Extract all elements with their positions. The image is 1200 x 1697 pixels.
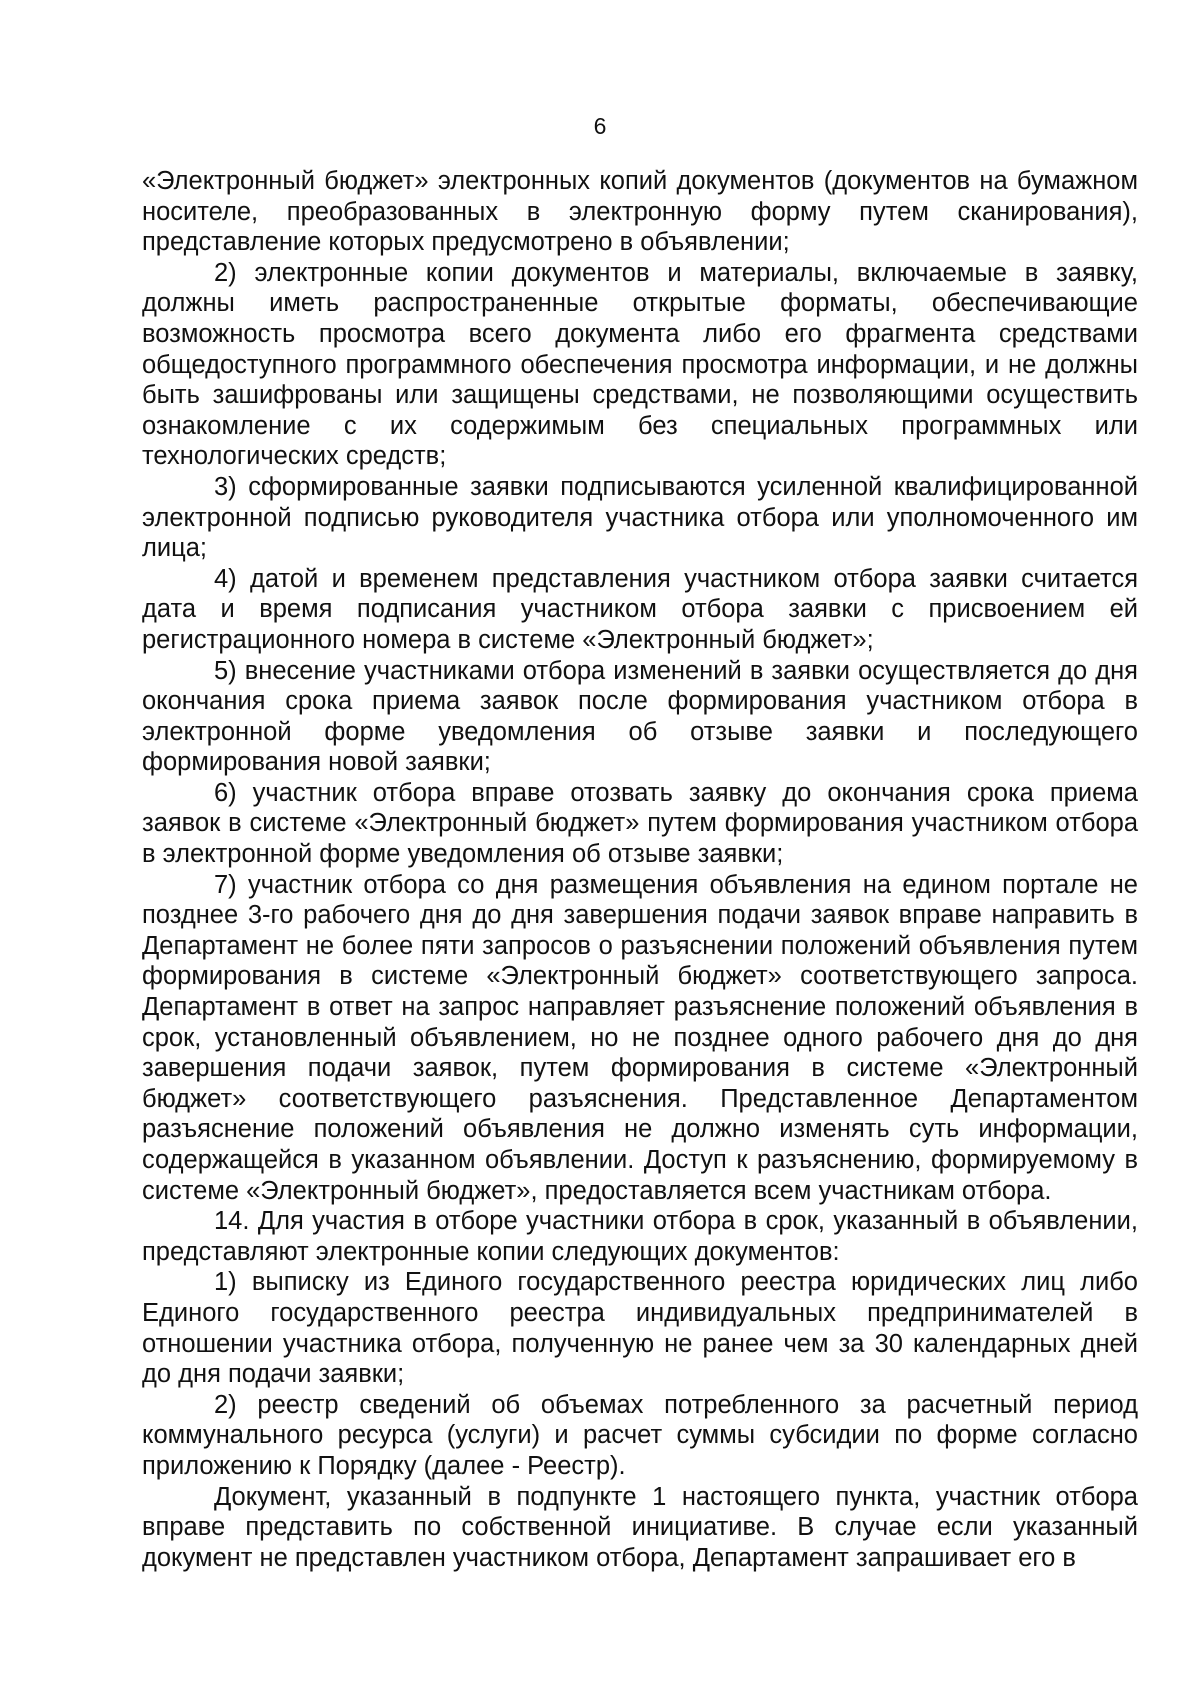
paragraph-section-14: 14. Для участия в отборе участники отбора в срок, указанный в объявлении, представляют электронные копии следующих документов: [142, 1207, 1138, 1266]
paragraph-item-6: 6) участник отбора вправе отозвать заявку до окончания срока приема заявок в системе «Электронный бюджет» путем формирования участником отбора в электронной форме уведомления об отзыве заявки; [142, 778, 1138, 869]
paragraph-item-7: 7) участник отбора со дня размещения объявления на едином портале не позднее 3-го рабочего дня до дня завершения подачи заявок вправе направить в Департамент не более пяти запросов о разъяснении положений объявления путем формирования в системе «Электронный бюджет» соответствующего запроса. Департамент в ответ на запрос направляет разъяснение положений объявления в срок, установленный объявлением, но не позднее одного рабочего дня до дня завершения подачи заявок, путем формирования в системе «Электронный бюджет» соответствующего разъяснения. Представленное Департаментом разъяснение положений объявления не должно изменять суть информации, содержащейся в указанном объявлении. Доступ к разъяснению, формируемому в системе «Электронный бюджет», предоставляется всем участникам отбора. [142, 870, 1138, 1205]
paragraph-subitem-1: 1) выписку из Единого государственного реестра юридических лиц либо Единого государственного реестра индивидуальных предпринимателей в отношении участника отбора, полученную не ранее чем за 30 календарных дней до дня подачи заявки; [142, 1268, 1138, 1389]
document-body [142, 166, 1138, 1573]
paragraph-item-4: 4) датой и временем представления участником отбора заявки считается дата и время подписания участником отбора заявки с присвоением ей регистрационного номера в системе «Электронный бюджет»; [142, 564, 1138, 654]
paragraph-item-2: 2) электронные копии документов и материалы, включаемые в заявку, должны иметь распространенные открытые форматы, обеспечивающие возможность просмотра всего документа либо его фрагмента средствами общедоступного программного обеспечения просмотра информации, и не должны быть зашифрованы или защищены средствами, не позволяющими осуществить ознакомление с их содержимым без специальных программных или технологических средств; [142, 258, 1138, 471]
paragraph-closing: Документ, указанный в подпункте 1 настоящего пункта, участник отбора вправе представить по собственной инициативе. В случае если указанный документ не представлен участником отбора, Департамент запрашивает его в [142, 1482, 1138, 1572]
paragraph-continuation: «Электронный бюджет» электронных копий документов (документов на бумажном носителе, преобразованных в электронную форму путем сканирования), представление которых предусмотрено в объявлении; [142, 167, 1138, 257]
paragraph-subitem-2: 2) реестр сведений об объемах потребленного за расчетный период коммунального ресурса (услуги) и расчет суммы субсидии по форме согласно приложению к Порядку (далее - Реестр). [142, 1390, 1138, 1480]
paragraph-item-3: 3) сформированные заявки подписываются усиленной квалифицированной электронной подписью руководителя участника отбора или уполномоченного им лица; [142, 472, 1138, 563]
page-number: 6 [593, 113, 607, 139]
paragraph-item-5: 5) внесение участниками отбора изменений в заявки осуществляется до дня окончания срока приема заявок после формирования участником отбора в электронной форме уведомления об отзыве заявки и последующего формирования новой заявки; [142, 656, 1138, 777]
